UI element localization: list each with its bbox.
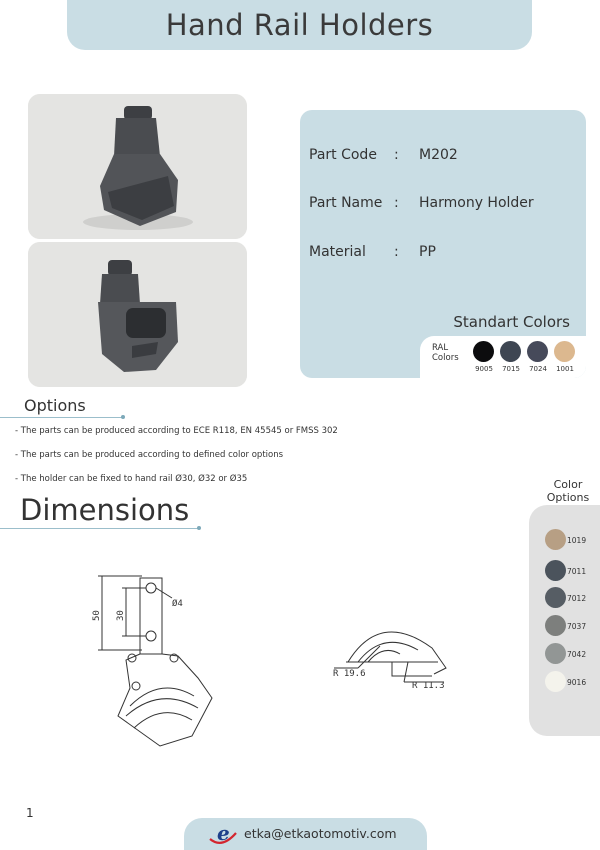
dimension-drawing-section	[328, 618, 463, 693]
color-code: 7037	[567, 622, 587, 631]
options-underline	[0, 417, 122, 418]
colon: :	[394, 195, 399, 211]
color-code: 7012	[567, 594, 587, 603]
standard-colors-title: Standart Colors	[453, 313, 570, 331]
part-name-label: Part Name	[309, 195, 383, 211]
color-code: 7042	[567, 650, 587, 659]
header-band	[67, 0, 532, 50]
page-title: Hand Rail Holders	[165, 8, 434, 42]
part-info-panel	[300, 110, 586, 378]
dimensions-underline-dot	[197, 526, 201, 530]
part-name-value: Harmony Holder	[419, 195, 534, 211]
option-item: - The parts can be produced according to defined color options	[15, 450, 284, 460]
dimensions-underline	[0, 528, 198, 529]
swatch-code: 7015	[502, 365, 520, 373]
color-options-column	[529, 505, 600, 736]
swatch-code: 9005	[475, 365, 493, 373]
dim-diameter-4-label: Ø4	[172, 599, 183, 609]
swatch-1001	[554, 341, 575, 362]
ral-label	[432, 343, 459, 363]
part-name-row	[309, 195, 534, 211]
color-options-title-line1: Color	[553, 478, 583, 491]
color-swatch-1019	[545, 529, 566, 550]
color-code: 7011	[567, 567, 587, 576]
material-label: Material	[309, 244, 366, 260]
color-code: 9016	[567, 678, 587, 687]
option-item: - The holder can be fixed to hand rail Ø30, Ø32 or Ø35	[15, 474, 248, 484]
color-swatch-7037	[545, 615, 566, 636]
radius-11-3-label: R 11.3	[412, 681, 445, 691]
logo-letter: e	[217, 821, 230, 845]
color-swatch-7012	[545, 587, 566, 608]
color-swatch-7011	[545, 560, 566, 581]
product-photo-top	[28, 94, 247, 239]
part-code-row	[309, 147, 458, 163]
color-swatch-9016	[545, 671, 566, 692]
ral-label-line2: Colors	[432, 353, 459, 363]
product-photo-bottom	[28, 242, 247, 387]
colon: :	[394, 244, 399, 260]
color-options-title-line2: Options	[546, 491, 590, 504]
options-title: Options	[24, 396, 86, 415]
swatch-code: 1001	[556, 365, 574, 373]
part-code-label: Part Code	[309, 147, 377, 163]
dim-50-label: 50	[92, 610, 102, 621]
material-value: PP	[419, 244, 436, 260]
footer-band	[184, 818, 427, 850]
material-row	[309, 244, 436, 260]
swatch-7015	[500, 341, 521, 362]
dim-30-label: 30	[116, 610, 126, 621]
color-options-title	[536, 478, 600, 504]
swatch-7024	[527, 341, 548, 362]
dimensions-title: Dimensions	[20, 493, 190, 527]
swatch-code: 7024	[529, 365, 547, 373]
etka-logo-icon	[208, 821, 238, 847]
option-item: - The parts can be produced according to ECE R118, EN 45545 or FMSS 302	[15, 426, 338, 436]
color-code: 1019	[567, 536, 587, 545]
radius-19-6-label: R 19.6	[333, 669, 366, 679]
footer-email-link[interactable]: etka@etkaotomotiv.com	[244, 826, 397, 841]
swatch-9005	[473, 341, 494, 362]
ral-colors-box	[420, 336, 586, 378]
page-number: 1	[26, 806, 34, 820]
part-code-value: M202	[419, 147, 458, 163]
options-underline-dot	[121, 415, 125, 419]
ral-label-line1: RAL	[432, 343, 449, 353]
colon: :	[394, 147, 399, 163]
dimension-drawing-side	[90, 566, 220, 751]
color-swatch-7042	[545, 643, 566, 664]
